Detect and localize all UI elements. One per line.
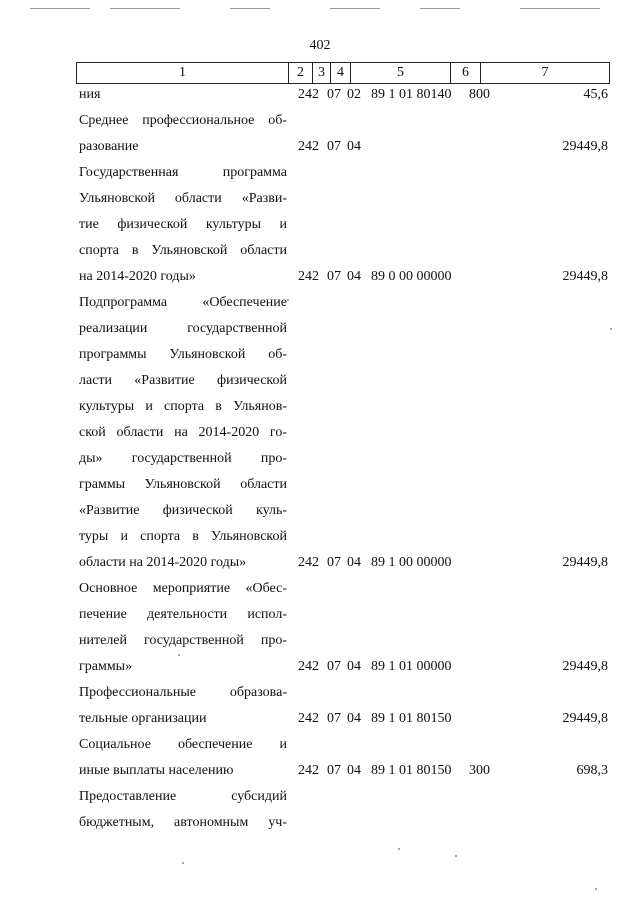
header-col-4: 4 <box>331 63 351 84</box>
row-text-line: иные выплаты населению <box>79 763 234 778</box>
amount: 29449,8 <box>562 711 608 726</box>
row-text-line: ской области на 2014-2020 го- <box>79 425 287 440</box>
code-col-2: 242 <box>298 659 319 674</box>
row-text-line: спорта в Ульяновской области <box>79 243 287 258</box>
code-col-2: 242 <box>298 555 319 570</box>
row-text-line: области на 2014-2020 годы» <box>79 555 247 570</box>
header-col-5: 5 <box>351 63 451 84</box>
code-col-4: 02 <box>347 87 361 102</box>
row-text-line: Основное мероприятие «Обес- <box>79 581 287 596</box>
amount: 698,3 <box>576 763 608 778</box>
scan-artifact <box>110 8 180 9</box>
code-col-4: 04 <box>347 711 361 726</box>
amount: 29449,8 <box>562 269 608 284</box>
scan-artifact <box>520 8 600 9</box>
row-text-line: тие физической культуры и <box>79 217 287 232</box>
row-text-line: Ульяновской области «Разви- <box>79 191 287 206</box>
row-text-line: ния <box>79 87 101 102</box>
scan-artifact <box>230 8 270 9</box>
code-col-4: 04 <box>347 269 361 284</box>
scan-artifact <box>30 8 90 9</box>
page-number: 402 <box>309 38 331 53</box>
scan-artifact <box>330 8 380 9</box>
header-col-1: 1 <box>77 63 289 84</box>
code-col-3: 07 <box>327 139 341 154</box>
code-col-6: 800 <box>469 87 490 102</box>
code-col-3: 07 <box>327 763 341 778</box>
code-col-2: 242 <box>298 763 319 778</box>
code-col-5: 89 1 00 00000 <box>371 555 452 570</box>
row-text-line: тельные организации <box>79 711 207 726</box>
code-col-2: 242 <box>298 269 319 284</box>
code-col-5: 89 1 01 80150 <box>371 763 452 778</box>
code-col-4: 04 <box>347 139 361 154</box>
code-col-5: 89 0 00 00000 <box>371 269 452 284</box>
code-col-6: 300 <box>469 763 490 778</box>
scan-artifact <box>595 888 597 890</box>
code-col-5: 89 1 01 80140 <box>371 87 452 102</box>
row-text-line: ды» государственной про- <box>79 451 287 466</box>
row-text-line: «Развитие физической куль- <box>79 503 287 518</box>
row-text-line: на 2014-2020 годы» <box>79 269 196 284</box>
row-text-line: программы Ульяновской об- <box>79 347 287 362</box>
code-col-3: 07 <box>327 87 341 102</box>
code-col-3: 07 <box>327 555 341 570</box>
scan-artifact <box>287 299 289 301</box>
header-col-6: 6 <box>451 63 481 84</box>
table-header <box>76 62 610 84</box>
row-text-line: Государственная программа <box>79 165 287 180</box>
row-text-line: граммы» <box>79 659 133 674</box>
row-text-line: ласти «Развитие физической <box>79 373 287 388</box>
row-text-line: разование <box>79 139 139 154</box>
code-col-2: 242 <box>298 139 319 154</box>
code-col-5: 89 1 01 80150 <box>371 711 452 726</box>
scan-artifact <box>178 654 180 656</box>
code-col-4: 04 <box>347 659 361 674</box>
row-text-line: Социальное обеспечение и <box>79 737 287 752</box>
row-text-line: Подпрограмма «Обеспечение <box>79 295 287 310</box>
row-text-line: туры и спорта в Ульяновской <box>79 529 287 544</box>
header-col-2: 2 <box>289 63 313 84</box>
row-text-line: печение деятельности испол- <box>79 607 287 622</box>
scan-artifact <box>398 848 400 850</box>
scan-artifact <box>420 8 460 9</box>
code-col-3: 07 <box>327 711 341 726</box>
header-col-3: 3 <box>313 63 331 84</box>
amount: 29449,8 <box>562 659 608 674</box>
code-col-4: 04 <box>347 555 361 570</box>
amount: 29449,8 <box>562 139 608 154</box>
row-text-line: граммы Ульяновской области <box>79 477 287 492</box>
scan-artifact <box>455 855 457 857</box>
row-text-line: Профессиональные образова- <box>79 685 287 700</box>
code-col-5: 89 1 01 00000 <box>371 659 452 674</box>
code-col-2: 242 <box>298 711 319 726</box>
row-text-line: культуры и спорта в Ульянов- <box>79 399 287 414</box>
row-text-line: нителей государственной про- <box>79 633 287 648</box>
code-col-4: 04 <box>347 763 361 778</box>
amount: 45,6 <box>583 87 608 102</box>
scan-artifact <box>182 862 184 864</box>
row-text-line: реализации государственной <box>79 321 287 336</box>
header-col-7: 7 <box>481 63 610 84</box>
code-col-3: 07 <box>327 269 341 284</box>
row-text-line: Предоставление субсидий <box>79 789 287 804</box>
scan-artifact <box>610 328 612 330</box>
code-col-3: 07 <box>327 659 341 674</box>
row-text-line: Среднее профессиональное об- <box>79 113 287 128</box>
amount: 29449,8 <box>562 555 608 570</box>
row-text-line: бюджетным, автономным уч- <box>79 815 287 830</box>
code-col-2: 242 <box>298 87 319 102</box>
